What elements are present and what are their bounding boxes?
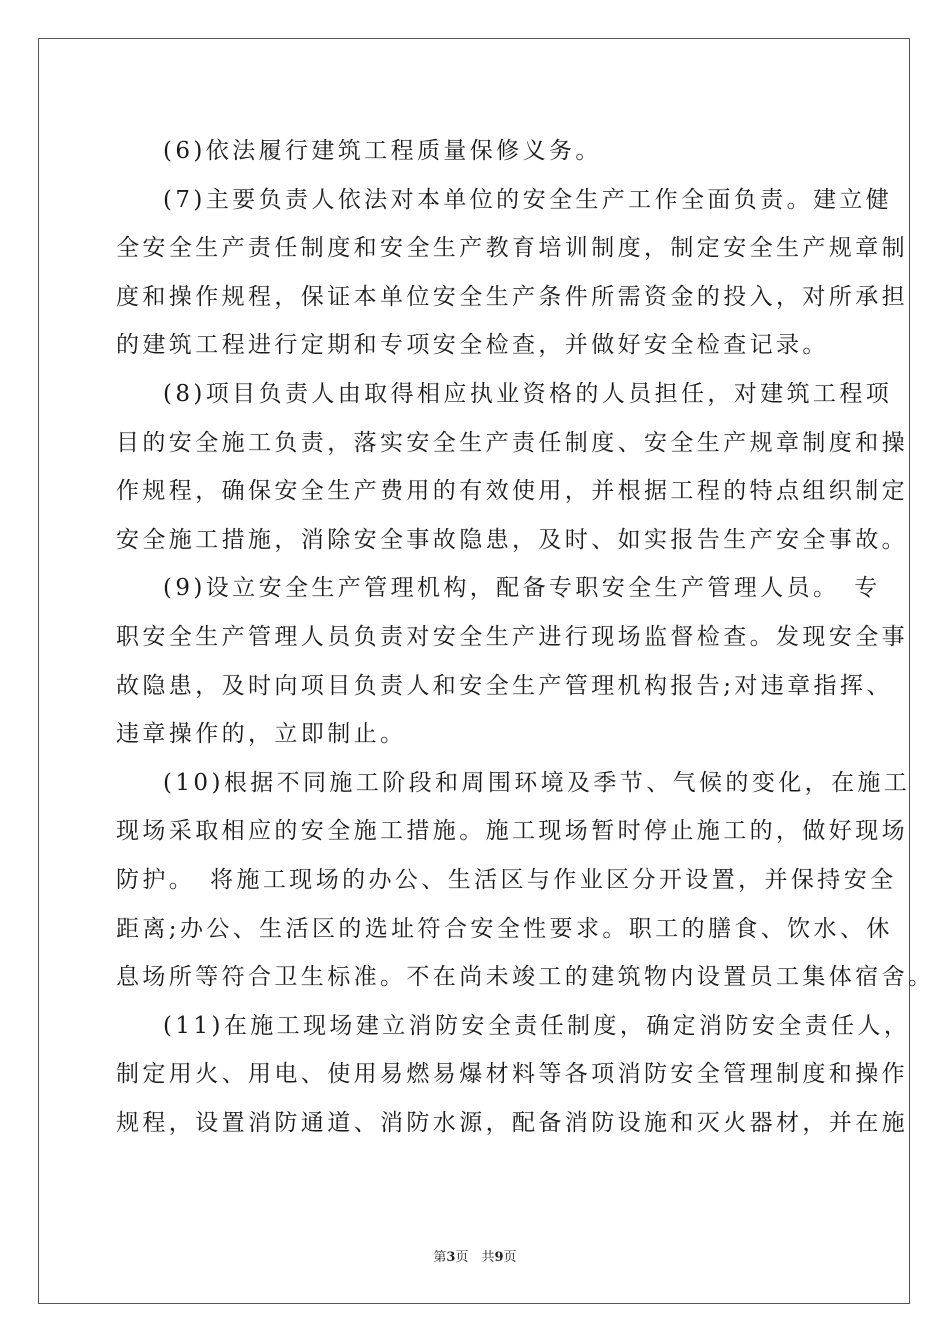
paragraph-9-line-4: 违章操作的，立即制止。 (116, 721, 407, 748)
paragraph-9-line-3: 故隐患，及时向项目负责人和安全生产管理机构报告;对违章指挥、 (116, 672, 893, 699)
paragraph-9-line-1: (9)设立安全生产管理机构，配备专职安全生产管理人员。 专 (163, 575, 881, 602)
paragraph-8-line-1: (8)项目负责人由取得相应执业资格的人员担任，对建筑工程项 (163, 380, 893, 407)
footer-page-suffix: 页 (455, 1250, 469, 1265)
paragraph-8-line-3: 作规程，确保安全生产费用的有效使用，并根据工程的特点组织制定 (116, 478, 908, 505)
footer-prefix: 第 (433, 1250, 447, 1265)
paragraph-7-line-3: 度和操作规程，保证本单位安全生产条件所需资金的投入，对所承担 (116, 283, 908, 310)
paragraph-8-line-4: 安全施工措施，消除安全事故隐患，及时、如实报告生产安全事故。 (116, 526, 908, 553)
footer-total-suffix: 页 (503, 1250, 517, 1265)
page-footer (0, 1250, 950, 1266)
paragraph-7-line-2: 全安全生产责任制度和安全生产教育培训制度，制定安全生产规章制 (116, 235, 908, 262)
paragraph-10-line-4: 距离;办公、生活区的选址符合安全性要求。职工的膳食、饮水、休 (116, 915, 893, 942)
paragraph-6-line-1: (6)依法履行建筑工程质量保修义务。 (163, 138, 602, 164)
document-body (116, 127, 935, 1147)
paragraph-11-line-1: (11)在施工现场建立消防安全责任制度，确定消防安全责任人， (163, 1012, 911, 1039)
footer-total-prefix: 共 (481, 1250, 495, 1265)
paragraph-7-line-1: (7)主要负责人依法对本单位的安全生产工作全面负责。建立健 (163, 186, 893, 213)
paragraph-11-line-2: 制定用火、用电、使用易燃易爆材料等各项消防安全管理制度和操作 (116, 1061, 908, 1088)
footer-page-number: 3 (446, 1250, 456, 1265)
paragraph-10-line-5: 息场所等符合卫生标准。不在尚未竣工的建筑物内设置员工集体宿舍。 (116, 964, 935, 991)
paragraph-7-line-4: 的建筑工程进行定期和专项安全检查，并做好安全检查记录。 (116, 332, 829, 359)
footer-total-pages: 9 (494, 1250, 504, 1265)
paragraph-8-line-2: 目的安全施工负责，落实安全生产责任制度、安全生产规章制度和操 (116, 429, 908, 456)
paragraph-9-line-2: 职安全生产管理人员负责对安全生产进行现场监督检查。发现安全事 (116, 623, 908, 650)
paragraph-10-line-3: 防护。 将施工现场的办公、生活区与作业区分开设置，并保持安全 (116, 866, 897, 893)
paragraph-10-line-2: 现场采取相应的安全施工措施。施工现场暂时停止施工的，做好现场 (116, 818, 908, 845)
paragraph-10-line-1: (10)根据不同施工阶段和周围环境及季节、气候的变化，在施工 (163, 769, 911, 796)
paragraph-11-line-3: 规程，设置消防通道、消防水源，配备消防设施和灭火器材，并在施 (116, 1109, 908, 1136)
